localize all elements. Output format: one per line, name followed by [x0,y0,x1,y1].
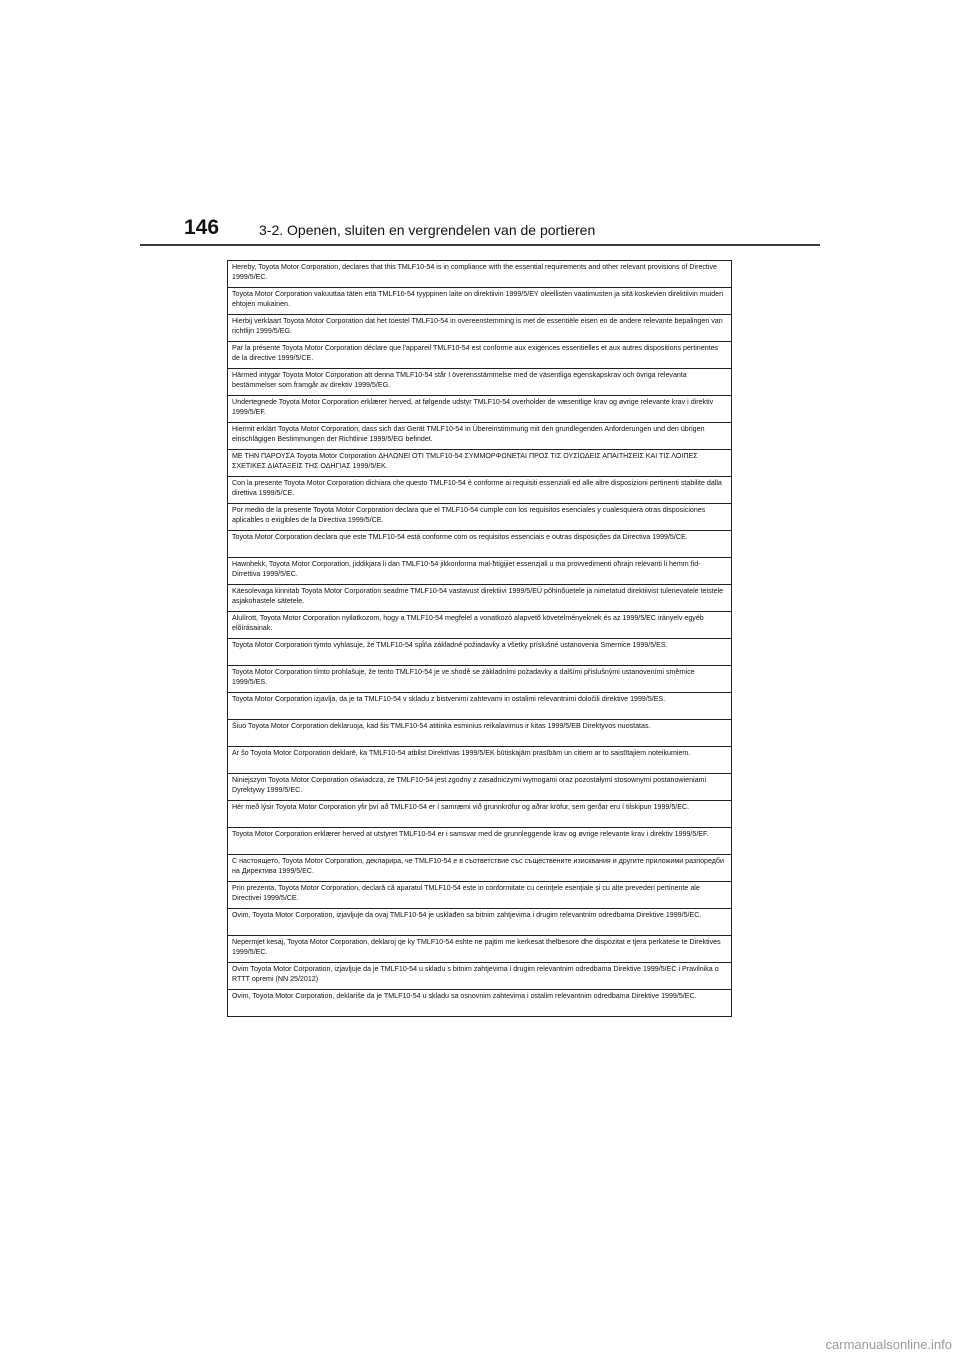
declaration-row [228,288,732,315]
declaration-row [228,450,732,477]
chapter-title: 3-2. Openen, sluiten en vergrendelen van de portieren [259,222,596,238]
declaration-text: Undertegnede Toyota Motor Corporation erklærer herved, at følgende udstyr TMLF10-54 overholder de væsentlige krav og øvrige relevante krav i direktiv 1999/5/EF. [228,396,732,423]
declaration-text: Prin prezenta, Toyota Motor Corporation, declară că aparatul TMLF10-54 este in conformitate cu cerinţele esenţiale şi cu alte prevederi pertinente ale Directivei 1999/5/CE. [228,882,732,909]
declaration-text: Hereby, Toyota Motor Corporation, declares that this TMLF10-54 is in compliance with the essential requirements and other relevant provisions of Directive 1999/5/EC. [228,261,732,288]
page-number: 146 [184,216,220,239]
declaration-row [228,693,732,720]
declaration-text: Ovim, Toyota Motor Corporation, deklariše da je TMLF10-54 u skladu sa osnovnim zahtevima i ostalim relevantnim odredbama Direktive 1999/5/EC. [228,990,732,1017]
declaration-row [228,666,732,693]
declaration-text: Hiermit erklärt Toyota Motor Corporation, dass sich das Gerät TMLF10-54 in Übereinstimmung mit den grundlegenden Anforderungen und den übrigen einschlägigen Bestimmungen der Richtlinie 1999/5/EG befindet. [228,423,732,450]
declaration-text: Niniejszym Toyota Motor Corporation oświadcza, że TMLF10-54 jest zgodny z zasadniczymi wymogami oraz pozostałymi stosownymi postanowieniami Dyrektywy 1999/5/EC. [228,774,732,801]
declaration-row [228,963,732,990]
declaration-text: Por medio de la presente Toyota Motor Corporation declara que el TMLF10-54 cumple con los requisitos esenciales y cualesquiera otras disposiciones aplicables o exigibles de la Directiva 1999/5/CE. [228,504,732,531]
declaration-text: Ar šo Toyota Motor Corporation deklarē, ka TMLF10-54 atbilst Direktīvas 1999/5/EK būtiskajām prasībām un citiem ar to saistītajiem noteikumiem. [228,747,732,774]
declaration-text: Šiuo Toyota Motor Corporation deklaruoja, kad šis TMLF10-54 atitinka esminius reikalavimus ir kitas 1999/5/EB Direktyvos nuostatas. [228,720,732,747]
declaration-text: Hawnhekk, Toyota Motor Corporation, jiddikjara li dan TMLF10-54 jikkonforma mal-ħtiġijiet essenzjali u ma provvedimenti oħrajn relevanti li hemm fid-Dirrettiva 1999/5/EC. [228,558,732,585]
declaration-text: С настоящето, Toyota Motor Corporation, декларира, че TMLF10-54 е в съответствие със съществените изисквания и другите приложими разпоредби на Директива 1999/5/ЕС. [228,855,732,882]
declaration-text: Nepermjet kesaj, Toyota Motor Corporation, deklaroj qe ky TMLF10-54 eshte ne pajtim me kerkesat thelbesore dhe dispozitat e tjera perkatese te Direktives 1999/5/EC. [228,936,732,963]
declaration-text: Ovim Toyota Motor Corporation, izjavljuje da je TMLF10-54 u skladu s bitnim zahtjevima i drugim relevantnim odredbama Direktive 1999/5/EC i Pravilnika o RTTT opremi (NN 25/2012) [228,963,732,990]
declarations-list [228,261,732,1017]
declaration-text: Toyota Motor Corporation týmto vyhlasuje, že TMLF10-54 spĺňa základné požiadavky a všetky príslušné ustanovenia Smernice 1999/5/ES. [228,639,732,666]
header-divider [140,244,820,246]
declaration-row [228,909,732,936]
declaration-text: Härmed intygar Toyota Motor Corporation att denna TMLF10-54 står I överensstämmelse med de väsentliga egenskapskrav och övriga relevanta bestämmelser som framgår av direktiv 1999/5/EG. [228,369,732,396]
footer-brand: carmanualsonline.info [825,1337,952,1352]
declaration-row [228,558,732,585]
declaration-text: Par la présente Toyota Motor Corporation déclare que l'appareil TMLF10-54 est conforme aux exigences essentielles et aux autres dispositions pertinentes de la directive 1999/5/CE. [228,342,732,369]
declaration-row [228,774,732,801]
declaration-row [228,855,732,882]
declaration-row [228,828,732,855]
declaration-text: Alulírott, Toyota Motor Corporation nyilatkozom, hogy a TMLF10-54 megfelel a vonatkozó alapvetõ követelményeknek és az 1999/5/EC irányelv egyéb elõírásainak. [228,612,732,639]
declaration-text: Ovim, Toyota Motor Corporation, izjavljuje da ovaj TMLF10-54 je usklađen sa bitnim zahtjevima i drugim relevantnim odredbama Direktive 1999/5/EC. [228,909,732,936]
declaration-text: Toyota Motor Corporation declara que este TMLF10-54 está conforme com os requisitos essenciais e outras disposições da Directiva 1999/5/CE. [228,531,732,558]
declaration-row [228,342,732,369]
declaration-row [228,261,732,288]
declaration-text: ΜΕ ΤΗΝ ΠΑΡΟΥΣΑ Toyota Motor Corporation ΔΗΛΩΝΕΙ ΟΤΙ TMLF10-54 ΣΥΜΜΟΡΦΩΝΕΤΑΙ ΠΡΟΣ ΤΙΣ ΟΥΣΙΩΔΕΙΣ ΑΠΑΙΤΗΣΕΙΣ ΚΑΙ ΤΙΣ ΛΟΙΠΕΣ ΣΧΕΤΙΚΕΣ ΔΙΑΤΑΞΕΙΣ ΤΗΣ ΟΔΗΓΙΑΣ 1999/5/ΕΚ. [228,450,732,477]
declaration-row [228,612,732,639]
declaration-text: Toyota Motor Corporation vakuuttaa täten että TMLF10-54 tyyppinen laite on direktiivin 1999/5/EY oleellisten vaatimusten ja sitä koskevien direktiivin muiden ehtojen mukainen. [228,288,732,315]
declaration-text: Con la presente Toyota Motor Corporation dichiara che questo TMLF10-54 è conforme ai requisiti essenziali ed alle altre disposizioni pertinenti stabilite dalla direttiva 1999/5/CE. [228,477,732,504]
declaration-row [228,990,732,1017]
declaration-row [228,639,732,666]
declaration-row [228,747,732,774]
declaration-row [228,801,732,828]
declarations-table [227,260,732,1017]
declaration-row [228,396,732,423]
declaration-text: Toyota Motor Corporation tímto prohlašuje, že tento TMLF10-54 je ve shodě se základními požadavky a dalšími příslušnými ustanoveními směrnice 1999/5/ES. [228,666,732,693]
declaration-row [228,423,732,450]
declaration-row [228,585,732,612]
declaration-row [228,315,732,342]
declaration-text: Hierbij verklaart Toyota Motor Corporation dat het toestel TMLF10-54 in overeenstemming is met de essentiële eisen en de andere relevante bepalingen van richtlijn 1999/5/EG. [228,315,732,342]
declaration-text: Käesolevaga kinnitab Toyota Motor Corporation seadme TMLF10-54 vastavust direktiivi 1999/5/EÜ põhinõuetele ja nimetatud direktiivist tulenevatele teistele asjakohastele sätetele. [228,585,732,612]
declaration-text: Toyota Motor Corporation izjavlja, da je ta TMLF10-54 v skladu z bistvenimi zahtevami in ostalimi relevantnimi določili direktive 1999/5/ES. [228,693,732,720]
page-header [140,212,820,248]
declaration-row [228,477,732,504]
declaration-row [228,882,732,909]
declaration-row [228,504,732,531]
declaration-row [228,531,732,558]
declaration-text: Toyota Motor Corporation erklærer herved at utstyret TMLF10-54 er i samsvar med de grunnleggende krav og øvrige relevante krav i direktiv 1999/5/EF. [228,828,732,855]
declaration-row [228,720,732,747]
declaration-text: Hér með lýsir Toyota Motor Corporation yfir því að TMLF10-54 er í samræmi við grunnkröfur og aðrar kröfur, sem gerðar eru í tilskipun 1999/5/EC. [228,801,732,828]
declaration-row [228,936,732,963]
declaration-row [228,369,732,396]
